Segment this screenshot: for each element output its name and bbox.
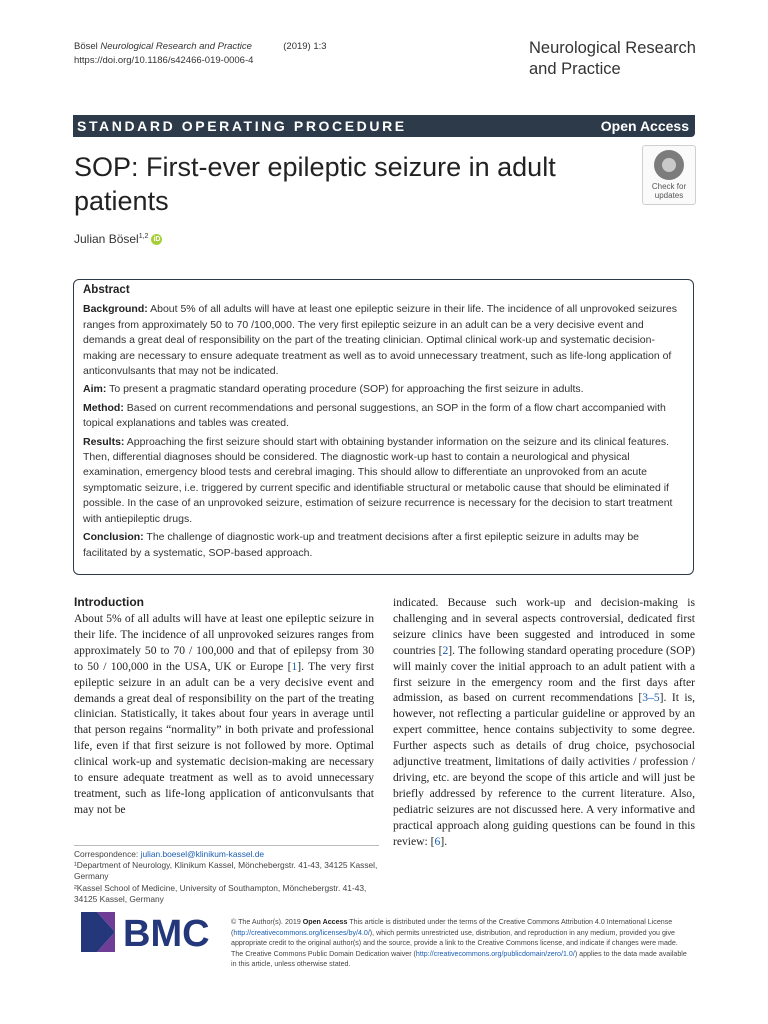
body-column-left xyxy=(74,594,374,818)
abstract-background: Background: About 5% of all adults will have at least one epileptic seizure in their life. The incidence of all unprovoked seizures ranges from approximately 50 to 70 /100,000. The very first epileptic seizure in an adult can be a very decisive event and demands a great deal of responsibility on the part of the treating clinician. Optimal clinical work-up and systematic decision-making are necessary to ensure adequate treatment as well as to avoid unnecessary treatment, such as life-long application of anticonvulsants that may not be indicated. xyxy=(83,303,677,378)
abstract-method: Method: Based on current recommendations and personal suggestions, an SOP in the form of a flow chart accompanied with topical explanations and tables was created. xyxy=(83,401,666,430)
header-author: Bösel xyxy=(74,41,98,52)
citation-link[interactable]: 6 xyxy=(434,834,441,848)
author-line xyxy=(74,232,162,246)
correspondence: Correspondence: julian.boesel@klinikum-kassel.de xyxy=(74,849,265,859)
intro-paragraph-1-cont: indicated. Because such work-up and decision-making is challenging and in several aspects controversial, dedicated first seizure clinics have been suggested and introduced in some countries [2]. The following standard operating procedure (SOP) will mainly cover the initial approach to an adult patient with a first seizure in the emergency room and the first days after admission, as based on current recommendations [3–5]. It is, however, not reflecting a particular guideline or approved by an expert committee, hence contains subjectivity to some degree. Further aspects such as details of drug choice, psychosocial adjunctive treatment, limitations of daily activities / profession / driving, etc. are beyond the scope of this article and will just be briefly addressed by reference to the current literature. Also, pediatric seizures are not discussed here. A very informative and practical approach along guiding questions can be found in this review: [6]. xyxy=(393,596,695,848)
footnotes xyxy=(74,845,379,905)
check-updates-line1: Check for xyxy=(651,182,687,191)
journal-name-line1: Neurological Research xyxy=(529,39,696,57)
citation-link[interactable]: 2 xyxy=(442,643,449,657)
abstract-results: Results: Approaching the first seizure should start with obtaining bystander information on the seizure and its clinical features. Then, differential diagnoses should be considered. The diagnostic work-up hast to contain a neurological and physical examination, emergency blood tests and cerebral imaging. This should allow to differentiate an unprovoked from an acute symptomatic seizure, i.e. triggered by current specific and identifiable structural or metabolic cause that should be eliminated if possible. In the case of an unprovoked seizure, estimation of seizure recurrence is necessary for the decision to start treatment with antiepileptic drugs. xyxy=(83,435,673,525)
waiver-link[interactable]: http://creativecommons.org/publicdomain/zero/1.0/ xyxy=(415,949,575,958)
author-name[interactable]: Julian Bösel xyxy=(74,232,139,246)
journal-name xyxy=(529,38,729,80)
body-column-right xyxy=(393,595,695,850)
abstract-aim: Aim: To present a pragmatic standard operating procedure (SOP) for approaching the first seizure in adults. xyxy=(83,383,584,396)
bmc-logo-text: BMC xyxy=(123,913,210,952)
affiliation-1: ¹Department of Neurology, Klinikum Kassel, Mönchebergstr. 41-43, 34125 Kassel, Germany xyxy=(74,860,378,882)
section-heading-introduction: Introduction xyxy=(74,595,144,609)
author-affiliation: 1,2 xyxy=(138,233,149,240)
header-volume: (2019) 1:3 xyxy=(283,41,327,52)
header-doi[interactable]: https://doi.org/10.1186/s42466-019-0006-4 xyxy=(74,55,254,66)
license-text: © The Author(s). 2019 Open Access This article is distributed under the terms of the Creative Commons Attribution 4.0 International License (http://creativecommons.org/licenses/by/4.0/), which permits unrestricted use, distribution, and reproduction in any medium, provided you give appropriate credit to the original author(s) and the source, provide a link to the Creative Commons license, and indicate if changes were made. The Creative Commons Public Domain Dedication waiver (http://creativecommons.org/publicdomain/zero/1.0/) applies to the data made available in this article, unless otherwise stated. xyxy=(231,918,687,968)
running-header xyxy=(74,40,327,68)
abstract-conclusion: Conclusion: The challenge of diagnostic work-up and treatment decisions after a first epileptic seizure in adults may be facilitated by a systematic, SOP-based approach. xyxy=(83,531,639,559)
check-for-updates-button[interactable] xyxy=(642,145,696,205)
citation-link[interactable]: 1 xyxy=(291,659,298,673)
open-access-label: Open Access xyxy=(600,118,689,134)
correspondence-email[interactable]: julian.boesel@klinikum-kassel.de xyxy=(140,849,265,859)
intro-paragraph-1: About 5% of all adults will have at least one epileptic seizure in their life. The incidence of all unprovoked seizures ranges from approximately 50 to 70 / 100,000 and that of epilepsy from 30 to 50 / 100,000 in the USA, UK or Europe [1]. The very first epileptic seizure in an adult can be a very decisive event and demands a great deal of responsibility on the part of the treating clinician. Statistically, it takes about four years in average until that person regains “normality” in both private and professional life, even if that first seizure is not followed by more. Optimal clinical work-up and systematic decision-making are necessary to ensure adequate treatment as well as to avoid unnecessary treatment, such as life-long application of anticonvulsants that may not be xyxy=(74,612,374,816)
header-journal: Neurological Research and Practice xyxy=(100,41,252,52)
article-type: STANDARD OPERATING PROCEDURE xyxy=(77,118,407,134)
bmc-logo xyxy=(81,912,217,952)
article-type-banner xyxy=(73,115,695,137)
license-link[interactable]: http://creativecommons.org/licenses/by/4.0/ xyxy=(233,928,370,937)
orcid-icon[interactable]: iD xyxy=(153,236,161,244)
article-title: SOP: First-ever epileptic seizure in adult patients xyxy=(74,152,556,216)
update-icon xyxy=(654,150,684,180)
check-updates-line2: updates xyxy=(654,191,684,200)
abstract-box xyxy=(73,279,694,575)
journal-name-line2: and Practice xyxy=(529,60,621,78)
affiliation-2: ²Kassel School of Medicine, University of Southampton, Mönchebergstr. 41-43, 34125 Kassel, Germany xyxy=(74,882,367,904)
citation-link[interactable]: 3–5 xyxy=(642,691,660,705)
abstract-heading: Abstract xyxy=(83,284,130,296)
